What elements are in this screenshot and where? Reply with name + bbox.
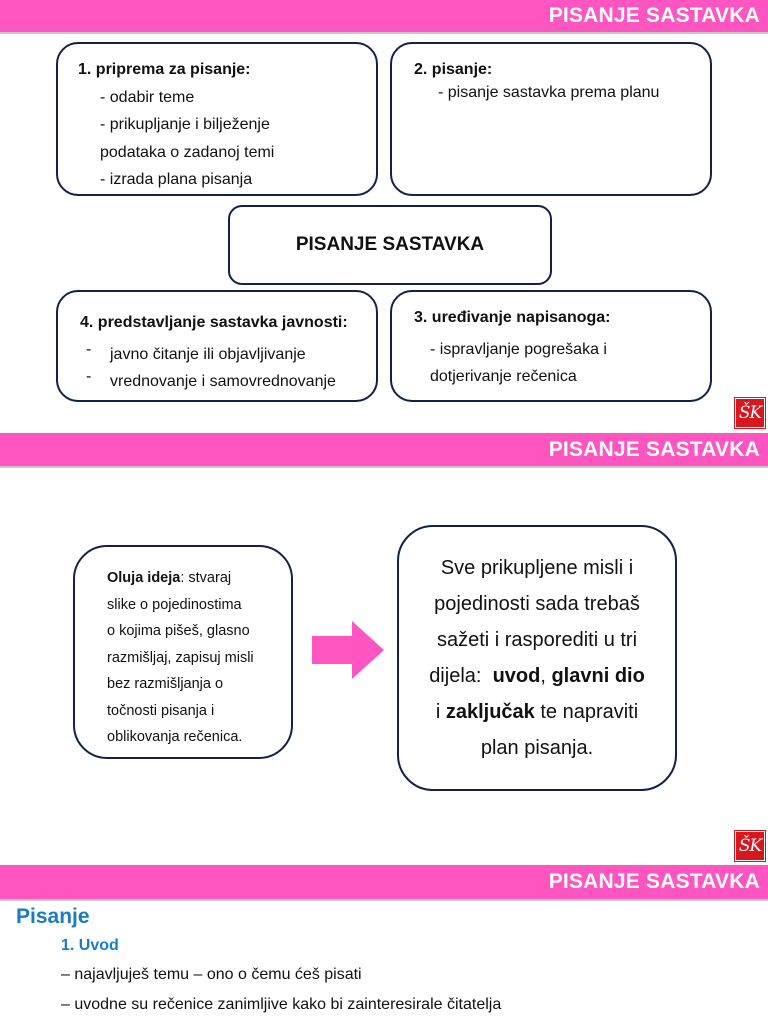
header-divider	[0, 32, 768, 34]
header-divider	[0, 466, 768, 468]
step-4-bullet-text: javno čitanje ili objavljivanje	[110, 345, 306, 363]
arrow-right-icon	[310, 619, 386, 681]
step-3-line: - ispravljanje pogrešaka i	[430, 340, 607, 358]
slide-1	[0, 0, 768, 433]
step-3-title: 3. uređivanje napisanoga:	[414, 309, 611, 326]
plan-line: Sve prikupljene misli i	[440, 557, 634, 579]
slide-header: PISANJE SASTAVKA	[0, 0, 768, 32]
step-1-title: 1. priprema za pisanje:	[78, 61, 251, 78]
step-4-bullet	[80, 368, 376, 396]
step-2-line: - pisanje sastavka prema planu	[438, 83, 660, 101]
plan-keyword-conclusion: zaključak	[445, 701, 535, 723]
plan-text: dijela:	[429, 665, 493, 687]
brainstorm-line: o kojima pišeš, glasno	[107, 623, 250, 639]
publisher-logo: ŠK	[735, 831, 765, 861]
plan-keyword-intro: uvod	[492, 665, 541, 687]
plan-text: te napraviti	[534, 701, 639, 723]
brainstorm-line: točnosti pisanja i	[107, 702, 215, 719]
header-divider	[0, 899, 768, 901]
plan-line	[399, 694, 675, 730]
plan-line: pojedinosti sada trebaš	[434, 593, 640, 615]
plan-line: plan pisanja.	[480, 737, 594, 759]
brainstorm-line: razmišljaj, zapisuj misli	[107, 649, 254, 666]
step-4-bullet	[80, 341, 376, 369]
plan-line: sažeti i rasporediti u tri	[436, 629, 638, 651]
step-4-box	[56, 290, 378, 402]
brainstorm-text: : stvaraj	[180, 570, 232, 586]
step-4-bullet-text: vrednovanje i samovrednovanje	[110, 373, 336, 390]
step-2-box	[390, 42, 712, 196]
step-1-line: podataka o zadanoj temi	[100, 143, 275, 161]
brainstorm-first-line	[107, 565, 291, 592]
plan-text: ,	[540, 665, 552, 687]
step-3-line: dotjerivanje rečenica	[430, 368, 577, 385]
step-1-line: - prikupljanje i bilježenje	[100, 116, 270, 133]
brainstorm-line: slike o pojedinostima	[107, 596, 242, 613]
brainstorm-line: oblikovanja rečenica.	[107, 729, 243, 745]
step-4-title: 4. predstavljanje sastavka javnosti:	[80, 314, 348, 331]
step-1-line: - izrada plana pisanja	[100, 171, 253, 188]
step-3-box	[390, 290, 712, 402]
brainstorm-title: Oluja ideja	[107, 570, 181, 586]
step-1-line: - odabir teme	[100, 88, 195, 106]
slide-header: PISANJE SASTAVKA	[0, 865, 768, 899]
bullet-dash: -	[86, 340, 92, 358]
body-line: – najavljuješ temu – ono o čemu ćeš pisati	[61, 966, 362, 983]
body-line: – uvodne su rečenice zanimljive kako bi zainteresirale čitatelja	[61, 996, 502, 1013]
plan-box	[397, 525, 677, 791]
center-box	[228, 205, 552, 285]
slide-2	[0, 433, 768, 865]
step-2-title: 2. pisanje:	[414, 61, 493, 78]
subsection-title: 1. Uvod	[61, 937, 119, 954]
slide-header: PISANJE SASTAVKA	[0, 433, 768, 466]
center-title: PISANJE SASTAVKA	[295, 234, 485, 255]
brainstorm-line: bez razmišljanja o	[107, 676, 224, 692]
brainstorm-box	[73, 545, 293, 759]
slide-3	[0, 865, 768, 1024]
publisher-logo: ŠK	[735, 398, 765, 428]
bullet-dash: -	[86, 368, 92, 385]
plan-text: i	[435, 701, 446, 723]
plan-line	[399, 658, 675, 694]
section-title: Pisanje	[16, 905, 90, 928]
plan-keyword-body: glavni dio	[551, 665, 645, 687]
step-1-box	[56, 42, 378, 196]
